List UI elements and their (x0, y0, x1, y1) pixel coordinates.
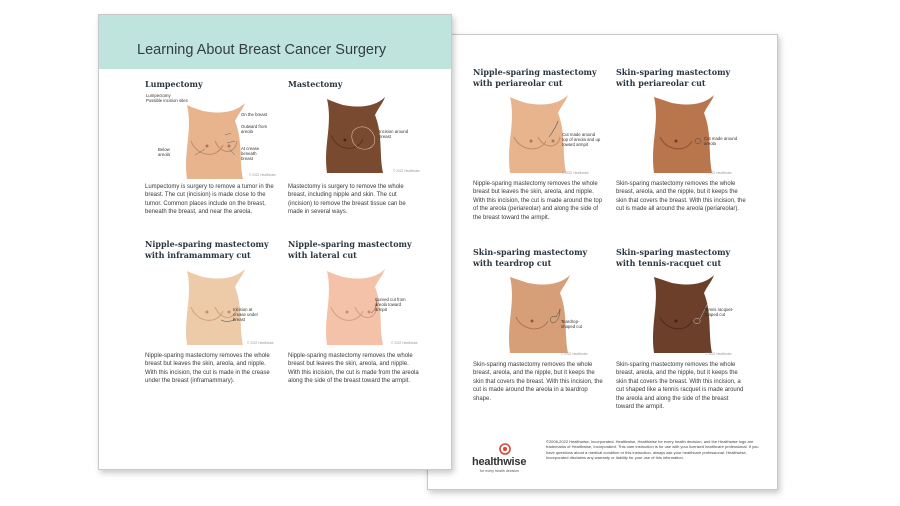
front-page (98, 14, 452, 470)
section-description: Nipple-sparing mastectomy removes the whole breast but leaves the skin, areola, and nipple. With this incision, the cut is made around the top of the areola (periareolar) and along the side of the breast toward the armpit. (473, 181, 603, 221)
illustration-copyright: © 2022 Healthwise (562, 171, 589, 175)
section-ssm-teardrop (473, 247, 608, 268)
section-lumpectomy (145, 79, 275, 90)
illustration-copyright: © 2022 Healthwise (393, 169, 420, 173)
logo-wordmark: healthwise (472, 456, 527, 468)
healthwise-swirl-icon (499, 443, 511, 455)
back-page (427, 34, 778, 490)
section-description: Mastectomy is surgery to remove the whole breast, including nipple and skin. The cut (incision) to remove the breast tissue can be made in several ways. (288, 184, 406, 216)
section-description: Skin-sparing mastectomy removes the whole breast, areola, and the nipple, but it keeps the skin that covers the breast. With this incision, the cut is made all around the areola (periareolar). (616, 181, 746, 213)
label-below-areola: Below areola (158, 147, 170, 157)
section-description: Lumpectomy is surgery to remove a tumor in the breast. The cut (incision) is made close to the tumor. Common places include on the breast, beneath the breast, and near the areola. (145, 184, 274, 216)
illustration-copyright: © 2022 Healthwise (561, 352, 588, 356)
label-at-crease-beneath-breast: At crease beneath breast (241, 146, 260, 161)
healthwise-logo (472, 443, 542, 479)
section-title: Mastectomy (288, 79, 343, 89)
section-title: Nipple-sparing mastectomy with inframammary cut (145, 239, 269, 260)
illustration-ssm-teardrop (498, 273, 578, 355)
label-possible-incision-sites: Possible incision sites (146, 98, 188, 103)
label-tennis-racquet-cut: Tennis racquet-shaped cut (704, 307, 734, 317)
section-ssm-periareolar (616, 67, 751, 88)
illustration-copyright: © 2022 Healthwise (705, 171, 732, 175)
section-description: Skin-sparing mastectomy removes the whole breast, areola, and the nipple, but it keeps the skin that covers the breast. With this incision, the cut is made around the areola in a teardrop shape. (473, 362, 603, 402)
copyright-footer: ©2006-2022 Healthwise, Incorporated. Healthwise, Healthwise for every health decision, and the Healthwise logo are trademarks of Healthwise, Incorporated. This care instruction is for use with your licensed healthcare professional. If you have questions about a medical condition or this instruction, always ask your healthcare professional. Healthwise, Incorporated disclaims any warranty or liability for your use of this information. (546, 439, 759, 461)
section-nsm-inframammary (145, 239, 279, 260)
label-incision-at-crease: Incision at crease under breast (233, 307, 259, 322)
section-ssm-tennis-racquet (616, 247, 751, 268)
section-title: Lumpectomy (145, 79, 203, 89)
page-title: Learning About Breast Cancer Surgery (137, 42, 387, 58)
label-on-the-breast: On the breast (241, 112, 268, 117)
label-outward-from-areola: Outward from areola (241, 124, 268, 134)
section-nsm-periareolar (473, 67, 608, 88)
section-title: Skin-sparing mastectomy with periareolar cut (616, 67, 731, 88)
label-lumpectomy: Lumpectomy (146, 93, 171, 98)
label-cut-around-areola: Cut made around areola (704, 136, 738, 146)
section-title: Skin-sparing mastectomy with teardrop cut (473, 247, 588, 268)
illustration-copyright: © 2022 Healthwise (247, 341, 274, 345)
section-nsm-lateral (288, 239, 418, 260)
section-title: Skin-sparing mastectomy with tennis-racquet cut (616, 247, 731, 268)
label-teardrop-cut: Teardrop-shaped cut (561, 319, 583, 329)
illustration-copyright: © 2022 Healthwise (705, 352, 732, 356)
illustration-copyright: © 2022 Healthwise (249, 173, 276, 177)
label-incision-around-breast: Incision around breast (379, 129, 409, 139)
illustration-ssm-periareolar (642, 93, 722, 175)
section-description: Nipple-sparing mastectomy removes the whole breast but leaves the skin, areola, and nipple. With this incision, the cut is made from the areola along the side of the breast toward the armpit. (288, 353, 419, 385)
section-description: Nipple-sparing mastectomy removes the whole breast but leaves the skin, areola, and nipple. With this incision, the cut is made in the crease under the breast (inframammary). (145, 353, 270, 385)
section-title: Nipple-sparing mastectomy with periareolar cut (473, 67, 597, 88)
illustration-copyright: © 2022 Healthwise (391, 341, 418, 345)
label-curved-cut-toward-armpit: Curved cut from areola toward armpit (375, 297, 406, 312)
label-cut-top-areola: Cut made around top of areola and up toward armpit (562, 132, 601, 147)
section-description: Skin-sparing mastectomy removes the whole breast, areola, and the nipple, but it keeps the skin that covers the breast. With this incision, a cut shaped like a tennis racquet is made around the areola and along the side of the breast toward the armpit. (616, 362, 744, 411)
section-title: Nipple-sparing mastectomy with lateral cut (288, 239, 412, 260)
logo-tagline: for every health decision (480, 469, 519, 473)
section-mastectomy (288, 79, 418, 90)
